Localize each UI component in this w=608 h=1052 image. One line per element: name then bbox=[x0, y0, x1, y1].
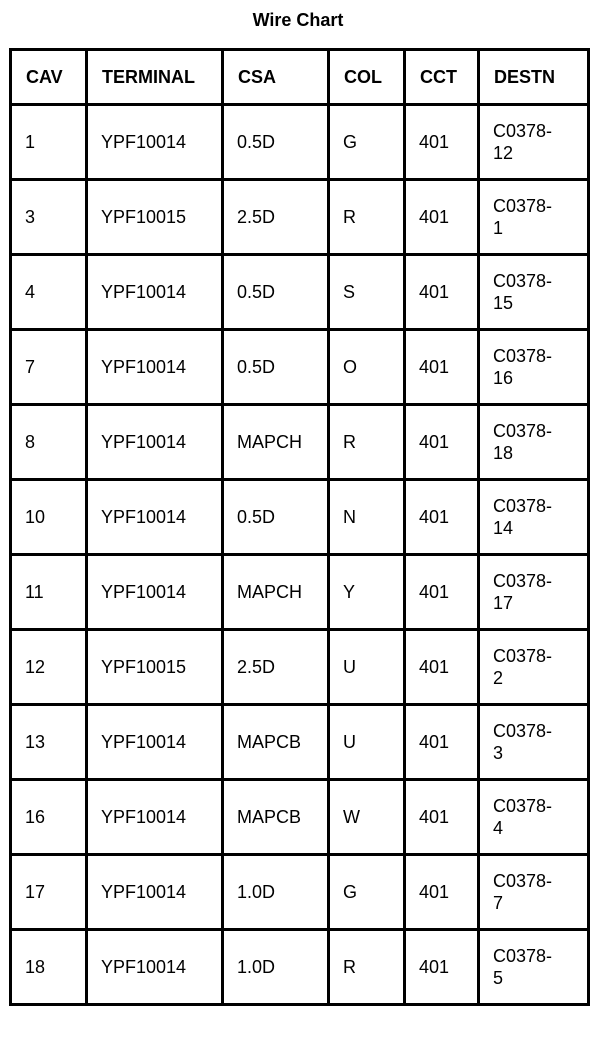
cell-destn: C0378- 12 bbox=[479, 105, 589, 180]
cell-col: G bbox=[329, 855, 405, 930]
cell-destn: C0378- 4 bbox=[479, 780, 589, 855]
table-row bbox=[11, 780, 589, 855]
cell-cav: 18 bbox=[11, 930, 87, 1005]
cell-csa: 2.5D bbox=[223, 180, 329, 255]
cell-terminal: YPF10014 bbox=[87, 780, 223, 855]
cell-destn: C0378- 3 bbox=[479, 705, 589, 780]
cell-cav: 13 bbox=[11, 705, 87, 780]
cell-cav: 16 bbox=[11, 780, 87, 855]
cell-cct: 401 bbox=[405, 330, 479, 405]
cell-destn: C0378- 1 bbox=[479, 180, 589, 255]
cell-cct: 401 bbox=[405, 855, 479, 930]
cell-terminal: YPF10014 bbox=[87, 705, 223, 780]
cell-csa: MAPCB bbox=[223, 705, 329, 780]
cell-destn: C0378- 18 bbox=[479, 405, 589, 480]
cell-csa: 0.5D bbox=[223, 330, 329, 405]
cell-col: N bbox=[329, 480, 405, 555]
cell-csa: 2.5D bbox=[223, 630, 329, 705]
cell-cav: 8 bbox=[11, 405, 87, 480]
cell-col: U bbox=[329, 630, 405, 705]
table-row bbox=[11, 630, 589, 705]
cell-cct: 401 bbox=[405, 780, 479, 855]
cell-csa: 1.0D bbox=[223, 855, 329, 930]
cell-cct: 401 bbox=[405, 255, 479, 330]
cell-cct: 401 bbox=[405, 705, 479, 780]
cell-destn: C0378- 15 bbox=[479, 255, 589, 330]
cell-terminal: YPF10014 bbox=[87, 480, 223, 555]
cell-cav: 10 bbox=[11, 480, 87, 555]
table-row bbox=[11, 930, 589, 1005]
table-row bbox=[11, 180, 589, 255]
header-row bbox=[11, 50, 589, 105]
cell-cav: 1 bbox=[11, 105, 87, 180]
cell-cav: 4 bbox=[11, 255, 87, 330]
cell-cct: 401 bbox=[405, 930, 479, 1005]
cell-cct: 401 bbox=[405, 105, 479, 180]
page-title: Wire Chart bbox=[252, 10, 344, 30]
cell-csa: 0.5D bbox=[223, 105, 329, 180]
column-header-cct: CCT bbox=[405, 50, 479, 105]
column-header-col: COL bbox=[329, 50, 405, 105]
column-header-csa: CSA bbox=[223, 50, 329, 105]
cell-terminal: YPF10015 bbox=[87, 630, 223, 705]
cell-terminal: YPF10014 bbox=[87, 930, 223, 1005]
cell-csa: MAPCH bbox=[223, 555, 329, 630]
cell-cct: 401 bbox=[405, 555, 479, 630]
cell-terminal: YPF10014 bbox=[87, 330, 223, 405]
cell-col: O bbox=[329, 330, 405, 405]
table-row bbox=[11, 405, 589, 480]
table-row bbox=[11, 855, 589, 930]
cell-csa: 0.5D bbox=[223, 480, 329, 555]
cell-cct: 401 bbox=[405, 405, 479, 480]
cell-destn: C0378- 14 bbox=[479, 480, 589, 555]
cell-cct: 401 bbox=[405, 630, 479, 705]
cell-destn: C0378- 2 bbox=[479, 630, 589, 705]
cell-col: G bbox=[329, 105, 405, 180]
cell-cct: 401 bbox=[405, 180, 479, 255]
table-row bbox=[11, 255, 589, 330]
cell-csa: MAPCB bbox=[223, 780, 329, 855]
cell-terminal: YPF10014 bbox=[87, 255, 223, 330]
column-header-terminal: TERMINAL bbox=[87, 50, 223, 105]
cell-terminal: YPF10014 bbox=[87, 105, 223, 180]
cell-csa: 0.5D bbox=[223, 255, 329, 330]
cell-col: R bbox=[329, 405, 405, 480]
column-header-destn: DESTN bbox=[479, 50, 589, 105]
cell-destn: C0378- 17 bbox=[479, 555, 589, 630]
cell-terminal: YPF10014 bbox=[87, 405, 223, 480]
cell-col: S bbox=[329, 255, 405, 330]
cell-terminal: YPF10015 bbox=[87, 180, 223, 255]
column-header-cav: CAV bbox=[11, 50, 87, 105]
cell-cav: 7 bbox=[11, 330, 87, 405]
cell-cav: 12 bbox=[11, 630, 87, 705]
cell-cav: 17 bbox=[11, 855, 87, 930]
cell-col: R bbox=[329, 930, 405, 1005]
cell-cav: 3 bbox=[11, 180, 87, 255]
cell-cav: 11 bbox=[11, 555, 87, 630]
table-row bbox=[11, 555, 589, 630]
cell-cct: 401 bbox=[405, 480, 479, 555]
cell-destn: C0378- 5 bbox=[479, 930, 589, 1005]
table-row bbox=[11, 105, 589, 180]
cell-terminal: YPF10014 bbox=[87, 555, 223, 630]
table-row bbox=[11, 705, 589, 780]
cell-destn: C0378- 7 bbox=[479, 855, 589, 930]
table-row bbox=[11, 330, 589, 405]
table-row bbox=[11, 480, 589, 555]
cell-col: Y bbox=[329, 555, 405, 630]
wire-chart-table bbox=[9, 48, 590, 1006]
cell-csa: 1.0D bbox=[223, 930, 329, 1005]
cell-col: R bbox=[329, 180, 405, 255]
cell-col: W bbox=[329, 780, 405, 855]
cell-col: U bbox=[329, 705, 405, 780]
cell-terminal: YPF10014 bbox=[87, 855, 223, 930]
cell-destn: C0378- 16 bbox=[479, 330, 589, 405]
cell-csa: MAPCH bbox=[223, 405, 329, 480]
